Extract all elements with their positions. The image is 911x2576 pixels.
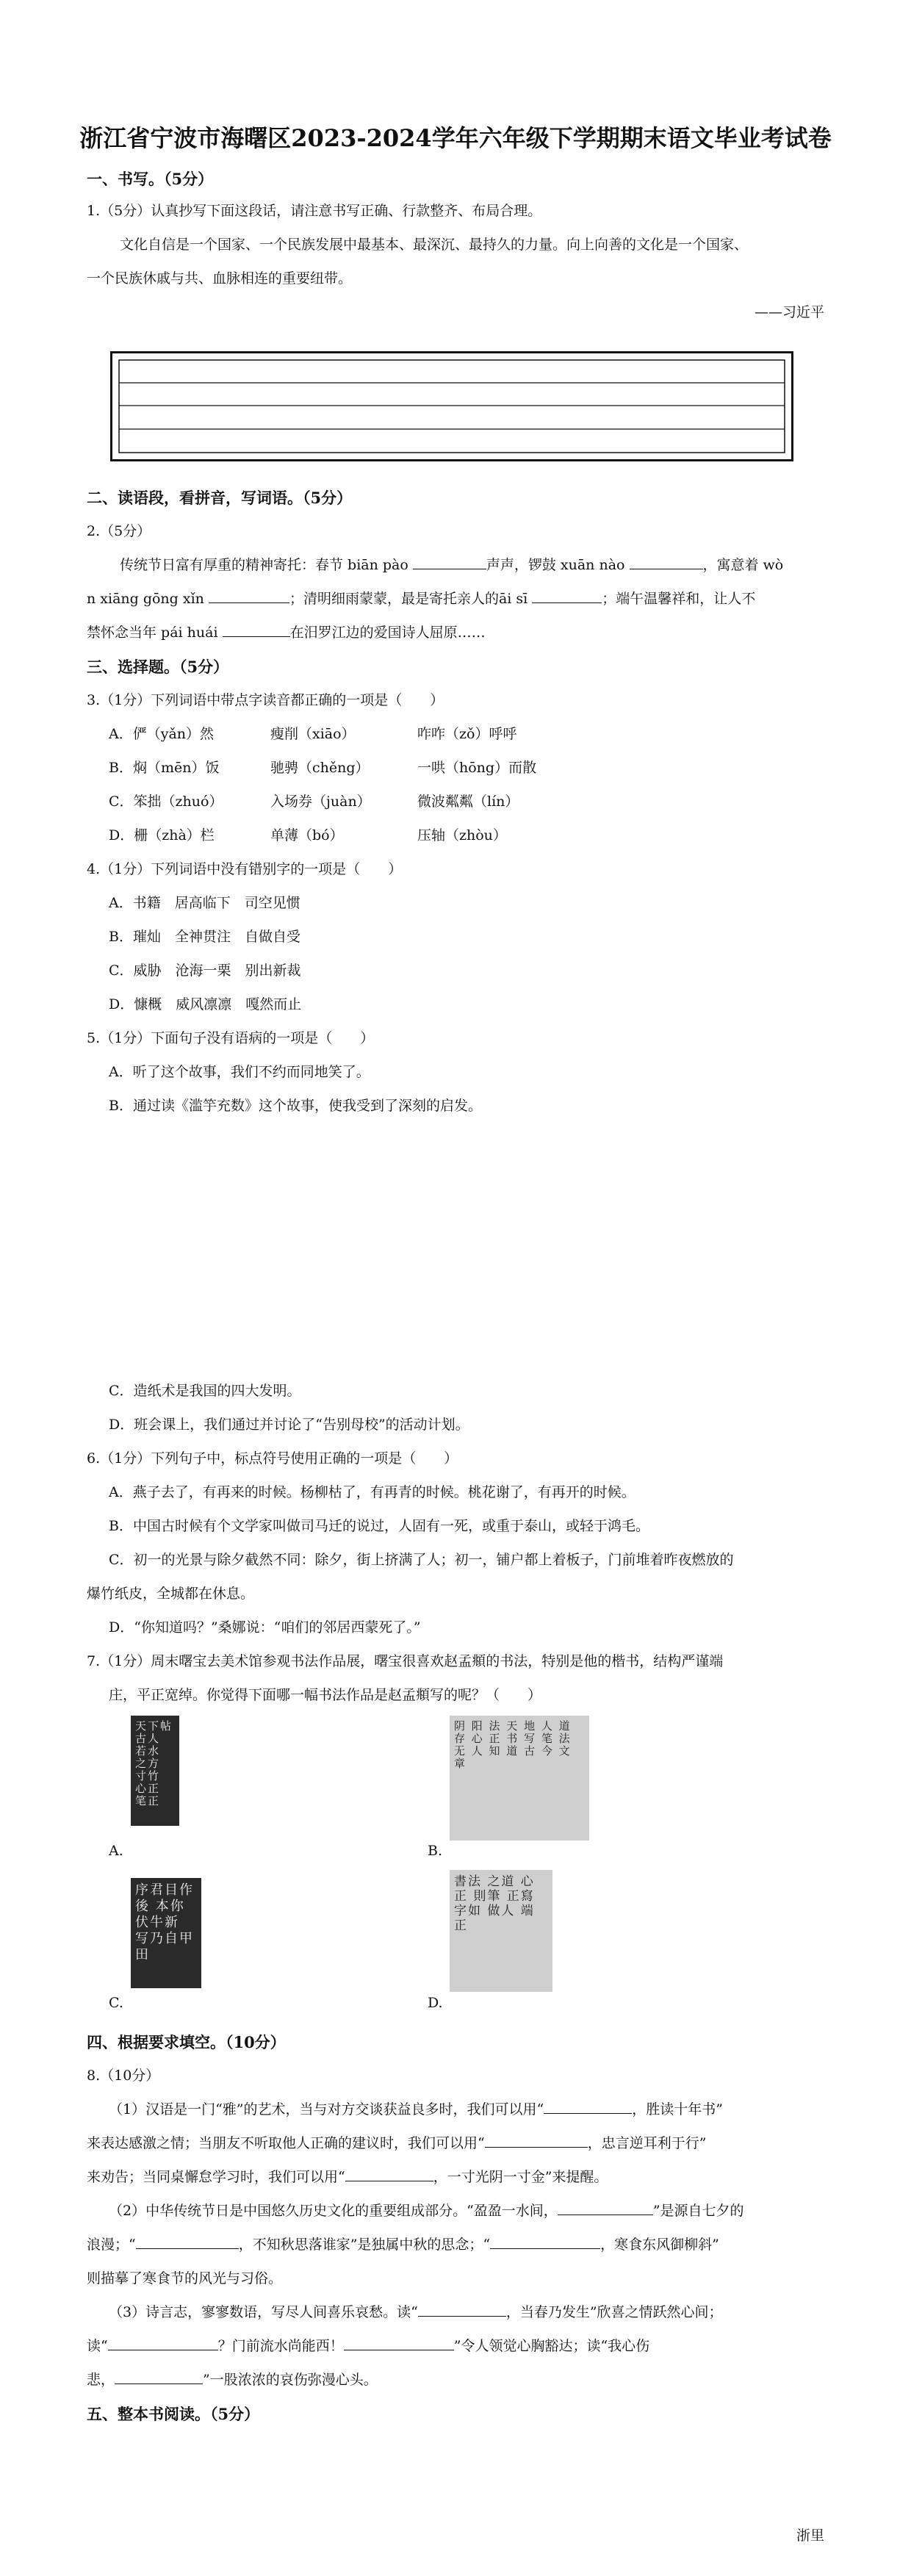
q8-text: ，忠言逆耳利于行” xyxy=(587,2135,707,2151)
section-5-heading: 五、整本书阅读。（5分） xyxy=(87,2405,260,2423)
q8-text: 读“ xyxy=(87,2338,108,2354)
q4-option-a[interactable]: A．书籍 居高临下 司空见惯 xyxy=(109,895,300,911)
answer-blank[interactable] xyxy=(115,2370,203,2384)
q8-text: ，一寸光阴一寸金”来提醒。 xyxy=(433,2169,608,2185)
option-word: 压轴（zhòu） xyxy=(417,827,507,843)
q8-text: （2）中华传统节日是中国悠久历史文化的重要组成部分。“盈盈一水间， xyxy=(109,2203,558,2219)
q1-passage-line-1: 文化自信是一个国家、一个民族发展中最基本、最深沉、最持久的力量。向上向善的文化是一个国家、 xyxy=(120,237,749,253)
q8-text: 悲， xyxy=(87,2372,115,2388)
q2-text: 禁怀念当年 pái huái xyxy=(87,625,223,641)
q8-part1-line3 xyxy=(87,2166,608,2186)
q1-author: ——习近平 xyxy=(754,304,824,320)
calligraphy-text: 天下帖 古人 若水 之方 寸竹 心正 笔正 xyxy=(135,1720,173,1807)
q4-stem: 4.（1分）下列词语中没有错别字的一项是（ ） xyxy=(87,861,403,877)
option-a-label[interactable]: A. xyxy=(109,1843,123,1859)
q4-option-c[interactable]: C．威胁 沧海一栗 别出新裁 xyxy=(109,963,301,979)
option-c-label[interactable]: C. xyxy=(109,1995,123,2011)
q2-text: 声声，锣鼓 xuān nào xyxy=(486,557,630,573)
q8-part3-line3 xyxy=(87,2369,378,2389)
q6-option-c[interactable]: C．初一的光景与除夕截然不同：除夕，街上挤满了人；初一，铺户都上着板子，门前堆着昨夜燃放的 xyxy=(109,1552,734,1568)
calligraphy-text: 阴 阳 法 天 地 人 道 存 心 正 书 写 笔 法 无 人 知 道 古 今 文 章 xyxy=(454,1720,572,1770)
answer-blank[interactable] xyxy=(544,2100,632,2114)
q2-text: ；清明细雨蒙蒙，最是寄托亲人的āi sī xyxy=(289,591,533,607)
answer-blank[interactable] xyxy=(108,2336,218,2350)
section-1-heading: 一、书写。（5分） xyxy=(87,170,214,188)
q2-text: ；端午温馨祥和，让人不 xyxy=(602,591,756,607)
q8-text: （1）汉语是一门“雅”的艺术，当与对方交谈获益良多时，我们可以用“ xyxy=(109,2101,544,2118)
q8-text: ”一股浓浓的哀伤弥漫心头。 xyxy=(203,2372,378,2388)
answer-blank[interactable] xyxy=(209,589,289,603)
calligraphy-text: 書法 之道 心正 則筆 正寫 字如 做人 端正 xyxy=(454,1874,535,1933)
option-word: C．笨拙（zhuó） xyxy=(109,794,223,810)
option-word: 入场券（juàn） xyxy=(270,794,371,810)
q8-text: ，胜读十年书” xyxy=(632,2101,723,2118)
section-3-heading: 三、选择题。（5分） xyxy=(87,658,229,676)
q6-option-c-cont: 爆竹纸皮，全城都在休息。 xyxy=(87,1586,255,1602)
q5-option-c[interactable]: C．造纸术是我国的四大发明。 xyxy=(109,1383,301,1399)
option-word: 驰骋（chěng） xyxy=(270,760,370,776)
option-b-label[interactable]: B. xyxy=(428,1843,443,1859)
option-word: 微波粼粼（lín） xyxy=(417,794,519,810)
calligraphy-text: 序君目作後 本你伏牛新 写乃自甲田 xyxy=(135,1882,194,1962)
q2-text: 传统节日富有厚重的精神寄托：春节 biān pào xyxy=(120,557,413,573)
section-4-heading: 四、根据要求填空。（10分） xyxy=(87,2033,286,2051)
q8-part1-line2 xyxy=(87,2132,706,2152)
q8-text: 来劝告；当同桌懈怠学习时，我们可以用“ xyxy=(87,2169,345,2185)
option-word: A．俨（yǎn）然 xyxy=(109,726,215,742)
option-d-label[interactable]: D. xyxy=(428,1995,443,2011)
q8-text: ”是源自七夕的 xyxy=(652,2203,744,2219)
q2-text: 在汨罗江边的爱国诗人屈原…… xyxy=(289,625,486,641)
option-word: 一哄（hōng）而散 xyxy=(417,760,537,776)
page-footer: 浙里 xyxy=(796,2528,824,2544)
q8-text: ？门前流水尚能西！ xyxy=(217,2338,344,2354)
q8-text: ，寒食东风御柳斜” xyxy=(600,2237,719,2253)
option-word: 单薄（bó） xyxy=(270,827,344,843)
answer-blank[interactable] xyxy=(418,2303,506,2317)
answer-blank[interactable] xyxy=(485,2134,588,2148)
q5-option-b[interactable]: B．通过读《滥竽充数》这个故事，使我受到了深刻的启发。 xyxy=(109,1098,482,1114)
answer-blank[interactable] xyxy=(344,2336,454,2350)
answer-blank[interactable] xyxy=(413,555,486,569)
calligraphy-image-d[interactable] xyxy=(450,1870,552,1992)
q8-text: 来表达感激之情；当朋友不听取他人正确的建议时，我们可以用“ xyxy=(87,2135,485,2151)
answer-blank[interactable] xyxy=(223,623,290,637)
q8-part2-line3: 则描摹了寒食节的风光与习俗。 xyxy=(87,2270,283,2287)
page-title: 浙江省宁波市海曙区2023-2024学年六年级下学期期末语文毕业考试卷 xyxy=(79,124,832,152)
q7-stem-line-2: 庄，平正宽绰。你觉得下面哪一幅书法作品是赵孟頫写的呢？（ ） xyxy=(109,1687,542,1703)
answer-blank[interactable] xyxy=(630,555,703,569)
q5-option-a[interactable]: A．听了这个故事，我们不约而同地笑了。 xyxy=(109,1064,370,1080)
q3-stem: 3.（1分）下列词语中带点字读音都正确的一项是（ ） xyxy=(87,692,444,708)
option-word: D．栅（zhà）栏 xyxy=(109,827,215,843)
option-word: B．焖（mēn）饭 xyxy=(109,760,220,776)
answer-blank[interactable] xyxy=(345,2167,433,2181)
q8-stem: 8.（10分） xyxy=(87,2068,160,2084)
q8-text: ，不知秋思落谁家”是独属中秋的思念；“ xyxy=(238,2237,491,2253)
calligraphy-image-a[interactable] xyxy=(131,1716,179,1826)
q8-part3-line1 xyxy=(109,2301,723,2321)
q2-line-3 xyxy=(87,622,486,641)
q8-part2-line1 xyxy=(109,2200,744,2220)
q5-option-d[interactable]: D．班会课上，我们通过并讨论了“告别母校”的活动计划。 xyxy=(109,1417,469,1433)
q8-text: ”令人领觉心胸豁达；读“我心伤 xyxy=(453,2338,650,2354)
q8-part1-line1 xyxy=(109,2098,723,2118)
q6-option-a[interactable]: A．燕子去了，有再来的时候。杨柳枯了，有再青的时候。桃花谢了，有再开的时候。 xyxy=(109,1484,635,1500)
option-word: 瘦削（xiāo） xyxy=(270,726,356,742)
q2-text: n xiāng gōng xǐn xyxy=(87,591,209,607)
q8-text: （3）诗言志，寥寥数语，写尽人间喜乐哀愁。读“ xyxy=(109,2304,418,2320)
answer-blank[interactable] xyxy=(558,2201,653,2215)
option-word: 咋咋（zǒ）呼呼 xyxy=(417,726,517,742)
q8-part3-line2 xyxy=(87,2335,649,2355)
q6-option-d[interactable]: D．“你知道吗？”桑娜说：“咱们的邻居西蒙死了。” xyxy=(109,1619,421,1636)
section-2-heading: 二、读语段，看拼音，写词语。（5分） xyxy=(87,489,353,507)
calligraphy-image-b[interactable] xyxy=(450,1716,589,1841)
q5-stem: 5.（1分）下面句子没有语病的一项是（ ） xyxy=(87,1030,375,1046)
q8-text: 浪漫；“ xyxy=(87,2237,136,2253)
q1-stem: 1.（5分）认真抄写下面这段话，请注意书写正确、行款整齐、布局合理。 xyxy=(87,203,542,219)
q1-passage-line-2: 一个民族休戚与共、血脉相连的重要纽带。 xyxy=(87,270,353,287)
q2-line-2 xyxy=(87,588,755,608)
q8-text: ，当春乃发生”欣喜之情跃然心间； xyxy=(505,2304,723,2320)
q2-text: ，寓意着 wò xyxy=(702,557,784,573)
q4-option-b[interactable]: B．璀灿 全神贯注 自做自受 xyxy=(109,929,300,945)
calligraphy-image-c[interactable] xyxy=(131,1878,201,1988)
answer-blank[interactable] xyxy=(136,2235,239,2249)
handwriting-box[interactable] xyxy=(110,351,793,461)
q6-option-b[interactable]: B．中国古时候有个文学家叫做司马迁的说过，人固有一死，或重于泰山，或轻于鸿毛。 xyxy=(109,1518,649,1534)
answer-blank[interactable] xyxy=(532,589,602,603)
q6-stem: 6.（1分）下列句子中，标点符号使用正确的一项是（ ） xyxy=(87,1450,458,1467)
q8-part2-line2 xyxy=(87,2234,719,2253)
q2-stem: 2.（5分） xyxy=(87,523,151,539)
q7-stem-line-1: 7.（1分）周末曙宝去美术馆参观书法作品展，曙宝很喜欢赵孟頫的书法，特别是他的楷书，结构严谨端 xyxy=(87,1653,724,1669)
answer-blank[interactable] xyxy=(490,2235,600,2249)
q4-option-d[interactable]: D．慷概 威风凛凛 嘎然而止 xyxy=(109,996,302,1012)
q2-line-1 xyxy=(120,554,783,574)
